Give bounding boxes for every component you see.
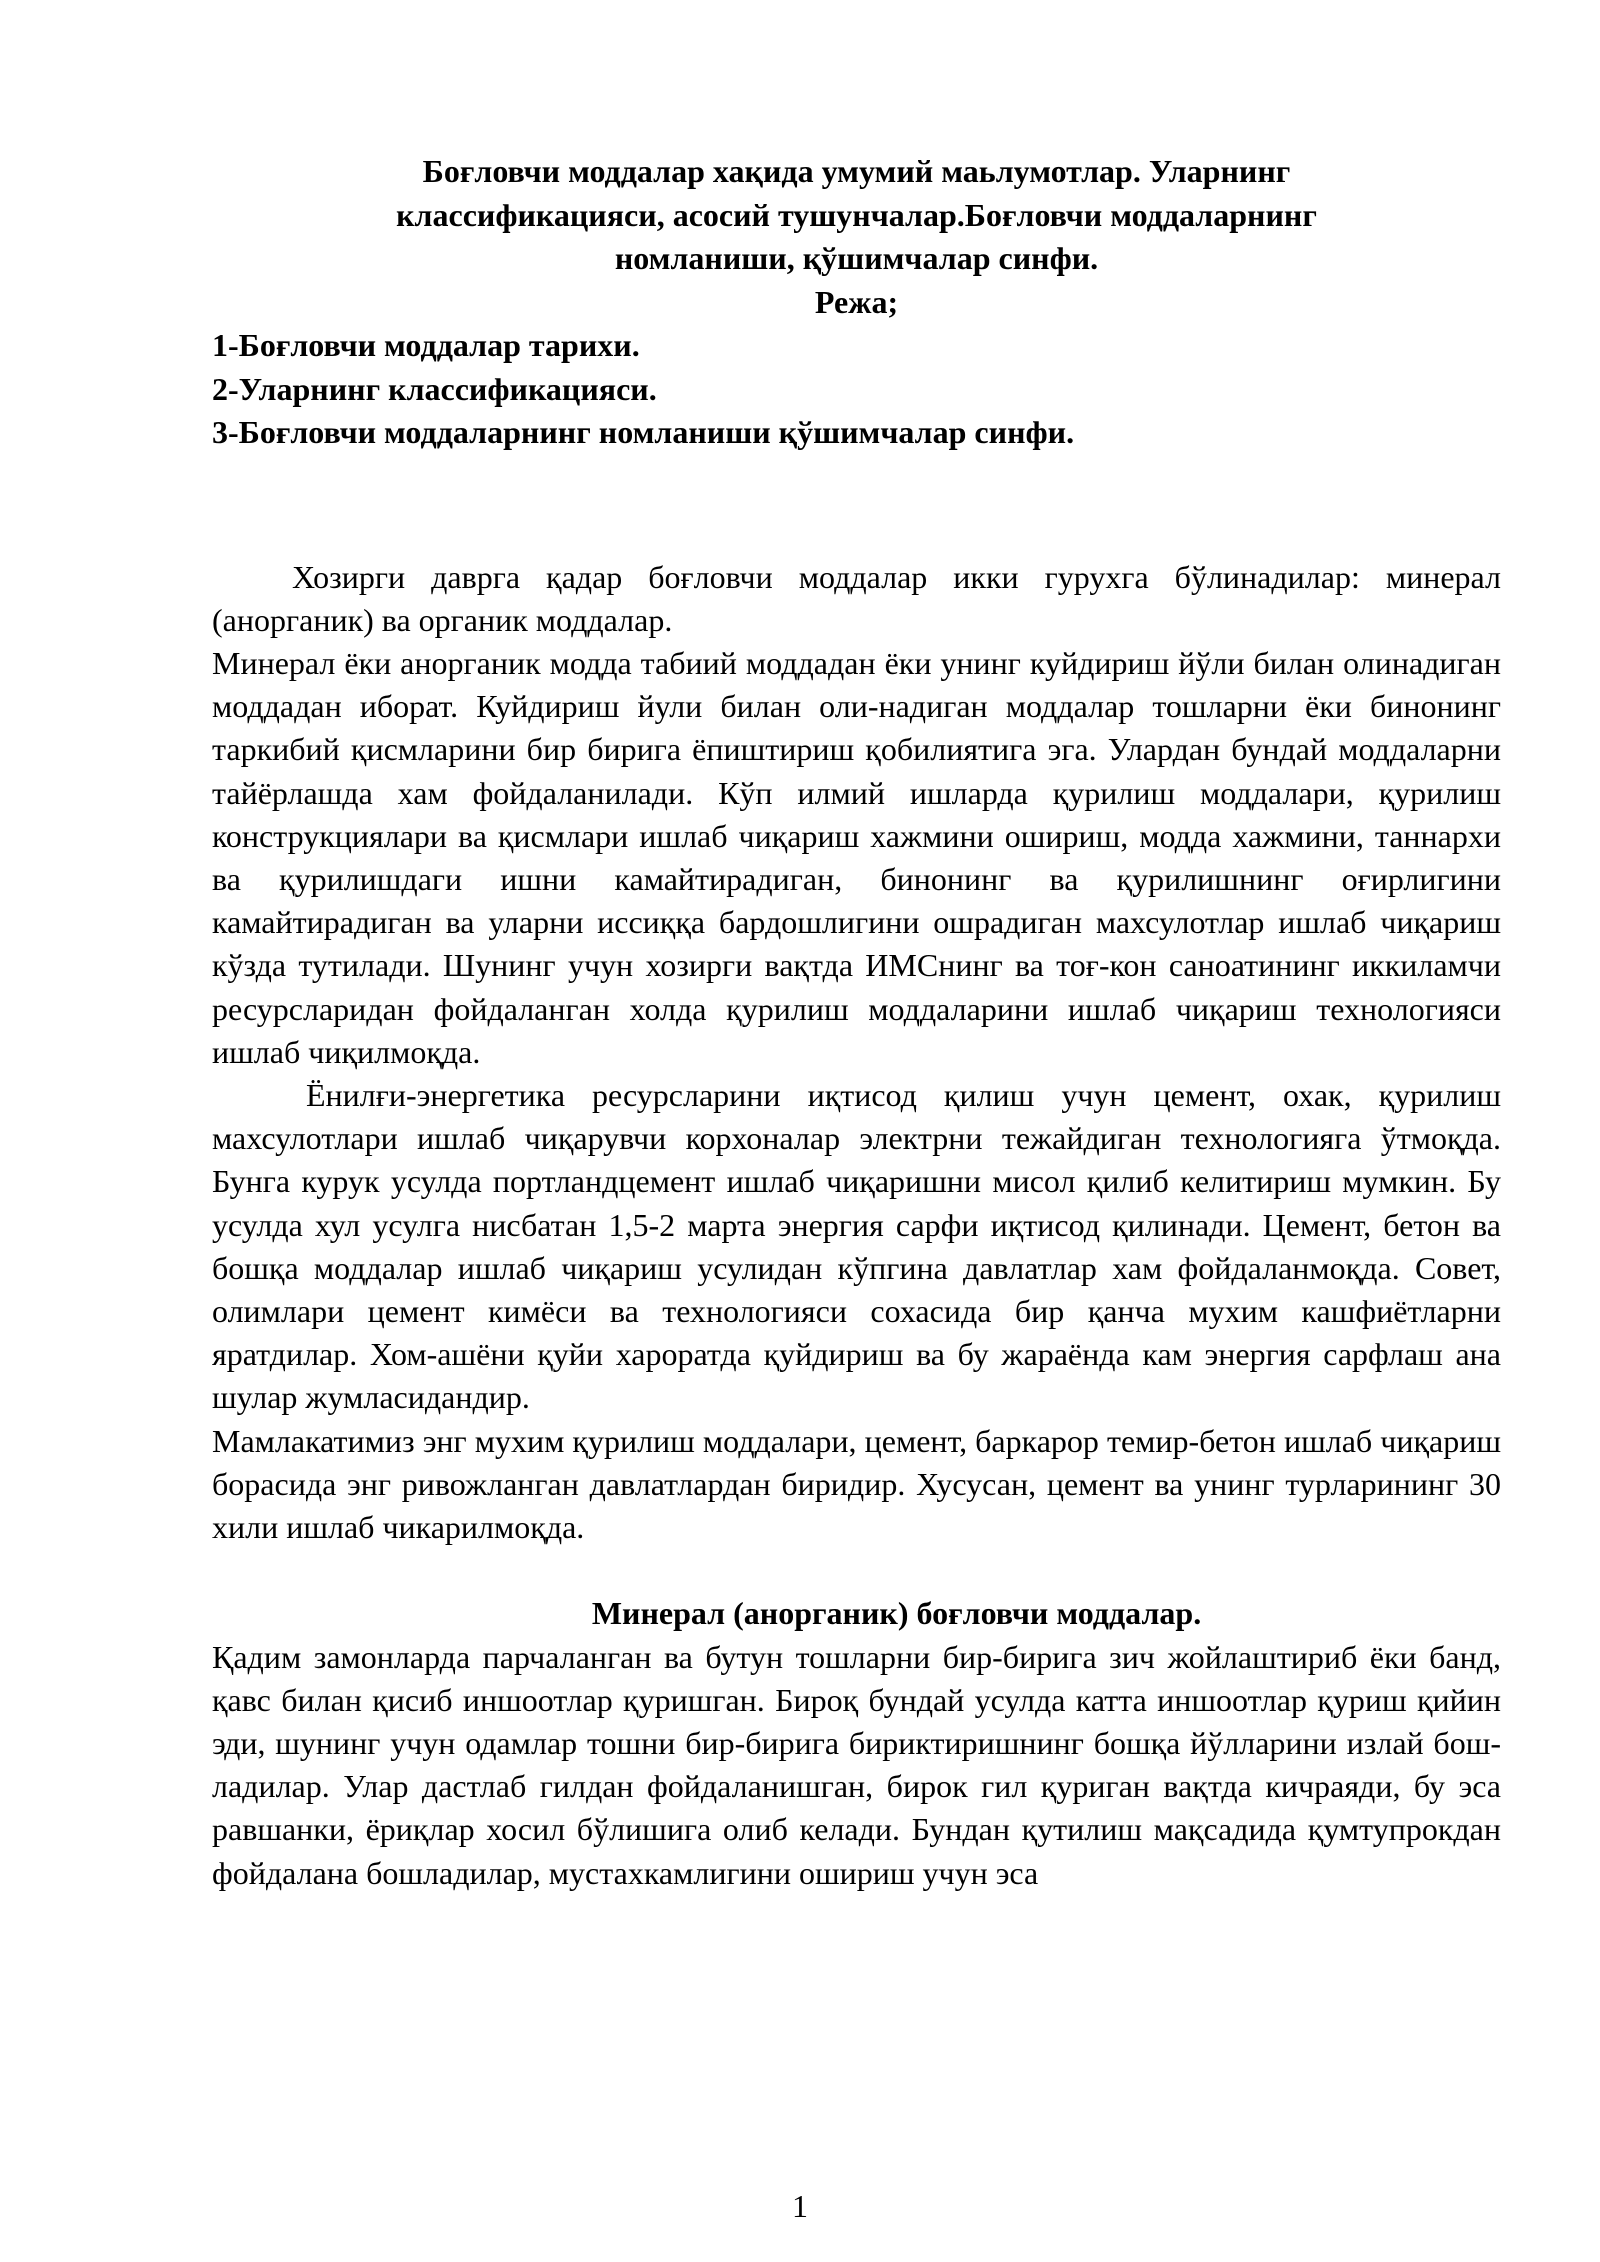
document-title: [212, 150, 1501, 281]
plan-heading: Режа;: [814, 283, 899, 320]
plan-item: 3-Боғловчи моддаларнинг номланиши қўшимчалар синфи.: [212, 414, 1075, 450]
body-paragraph: Мамлакатимиз энг мухим қурилиш моддалари, цемент, баркарор темир-бетон ишлаб чиқариш борасида энг ривожланган давлатлардан биридир. Хусусан, цемент ва унинг турларининг 30 хили ишлаб чикарилмоқда.: [212, 1422, 1501, 1545]
section-heading: Минерал (анорганик) боғловчи моддалар.: [591, 1595, 1202, 1632]
body-text: [212, 556, 1501, 1895]
body-paragraph: Ёнилғи-энергетика ресурсларини иқтисод қилиш учун цемент, охак, қурилиш махсулотлари ишлаб чиқарувчи корхоналар электрни тежайдиган технологияга ўтмоқда. Бунга курук усулда портландцемент ишлаб чиқаришни мисол қилиб келитириш мумкин. Бу усулда хул усулга нисбатан 1,5-2 марта энергия сарфи иқтисод қилинади. Цемент, бетон ва бошқа моддалар ишлаб чиқариш усулидан кўпгина давлатлар хам фойдаланмоқда. Совет, олимлари цемент кимёси ва технологияси сохасида бир қанча мухим кашфиётларни яратдилар. Хом-ашёни қуйи хароратда қуйдириш ва бу жараёнда кам энергия сарфлаш ана шулар жумласидандир.: [212, 1076, 1501, 1416]
body-paragraph: Хозирги даврга қадар боғловчи моддалар икки гурухга бўлинадилар: минерал (анорганик) ва органик моддалар.: [212, 558, 1501, 638]
title-line: Боғловчи моддалар хақида умумий маьлумотлар. Уларнинг: [422, 153, 1291, 189]
page-content: [212, 150, 1501, 1895]
page-number: 1: [792, 2188, 808, 2224]
plan-item: 1-Боғловчи моддалар тарихи.: [212, 327, 640, 363]
plan-item: 2-Уларнинг классификацияси.: [212, 370, 657, 407]
section-paragraph: Қадим замонларда парчаланган ва бутун тошларни бир-бирига зич жойлаштириб ёки банд, қавс билан қисиб иншоотлар қуришган. Бироқ бундай усулда катта иншоотлар қуриш қийин эди, шунинг учун одамлар тошни бир-бирига бириктиришнинг бошқа йўлларини излай бош-ладилар. Улар дастлаб гилдан фойдаланишган, бирок гил қуриган вақтда кичраяди, бу эса равшанки, ёриқлар хосил бўлишига олиб келади. Бундан қутилиш мақсадида қумтупрокдан фойдалана бошладилар, мустахкамлигини ошириш учун эса: [212, 1638, 1501, 1891]
body-paragraph: Минерал ёки анорганик модда табиий моддадан ёки унинг куйдириш йўли билан олинадиган моддадан иборат. Куйдириш йули билан оли-надиган моддалар тошларни ёки бинонинг таркибий қисмларини бир бирига ёпиштириш қобилиятига эга. Улардан бундай моддаларни тайёрлашда хам фойдаланилади. Кўп илмий ишларда қурилиш моддалари, қурилиш конструкциялари ва қисмлари ишлаб чиқариш хажмини ошириш, модда хажмини, таннархи ва қурилишдаги ишни камайтирадиган, бинонинг ва қурилишнинг оғирлигини камайтирадиган ва уларни иссиққа бардошлигини ошрадиган махсулотлар ишлаб чиқариш кўзда тутилади. Шунинг учун хозирги вақтда ИМСнинг ва тоғ-кон саноатининг иккиламчи ресурсларидан фойдаланган холда қурилиш моддаларини ишлаб чиқариш технологияси ишлаб чиқилмоқда.: [212, 644, 1501, 1070]
title-line: классификацияси, асосий тушунчалар.Боғловчи моддаларнинг: [396, 196, 1317, 233]
plan-list: [212, 324, 1501, 455]
title-line: номланиши, қўшимчалар синфи.: [614, 240, 1099, 276]
